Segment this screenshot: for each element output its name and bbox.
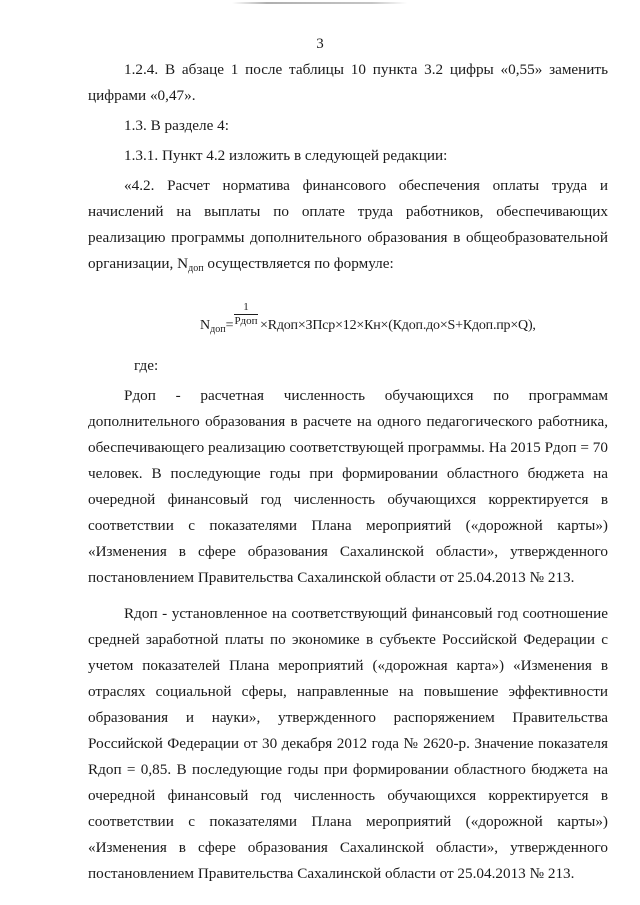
formula-lhs-symbol: N <box>200 318 211 333</box>
formula-fraction <box>234 301 258 328</box>
formula-rhs: ×Rдоп×ЗПср×12×Кн×(Кдоп.до×S+Кдоп.пр×Q), <box>260 318 536 333</box>
paragraph-1-2-4: 1.2.4. В абзаце 1 после таблицы 10 пункта 3.2 цифры «0,55» заменить цифрами «0,47». <box>88 61 608 104</box>
scan-artifact-line <box>232 2 407 4</box>
formula-fraction-numerator: 1 <box>234 301 258 315</box>
document-body <box>88 57 608 887</box>
formula-fraction-denominator: Pдоп <box>234 315 258 327</box>
paragraph-4-2-subscript: доп <box>188 263 204 274</box>
definition-r-dop: Rдоп - установленное на соответствующий финансовый год соотношение средней заработной платы по экономике в субъекте Российской Федерации с учетом показателей Плана мероприятий («дорожная карта») «Изменения в отраслях социальной сферы, направленные на повышение эффективности образования и науки», утвержденного распоряжением Правительства Российской Федерации от 30 декабря 2012 года № 2620-р. Значение показателя Rдоп = 0,85. В последующие годы при формировании областного бюджета на очередной финансовый год численность обучающихся корректируется в соответствии с показателями Плана мероприятий («дорожной карты») «Изменения в сфере образования Сахалинской области», утвержденного постановлением Правительства Сахалинской области от 25.04.2013 № 213. <box>88 605 608 882</box>
paragraph-4-2 <box>88 173 608 277</box>
paragraph-4-2-text: «4.2. Расчет норматива финансового обеспечения оплаты труда и начислений на выплаты по оплате труда работников, обеспечивающих реализацию программы дополнительного образования в общеобразовательной организации, N <box>88 177 608 272</box>
paragraph-4-2-tail: осуществляется по формуле: <box>203 255 394 272</box>
page-number: 3 <box>316 36 324 52</box>
definition-p-dop: Pдоп - расчетная численность обучающихся по программам дополнительного образования в расчете на одного педагогического работника, обеспечивающего реализацию соответствующей программы. На 2015 Pдоп = 70 человек. В последующие годы при формировании областного бюджета на очередной финансовый год численность обучающихся корректируется в соответствии с показателями Плана мероприятий («дорожной карты») «Изменения в сфере образования Сахалинской области», утвержденного постановлением Правительства Сахалинской области от 25.04.2013 № 213. <box>88 387 608 586</box>
formula-equals: = <box>225 318 234 333</box>
formula-lhs-subscript: доп <box>210 324 226 335</box>
formula <box>88 291 608 351</box>
where-label: где: <box>134 357 159 374</box>
formula-lhs <box>200 313 233 339</box>
paragraph-1-3-1: 1.3.1. Пункт 4.2 изложить в следующей редакции: <box>124 147 448 164</box>
paragraph-1-3: 1.3. В разделе 4: <box>124 117 229 134</box>
